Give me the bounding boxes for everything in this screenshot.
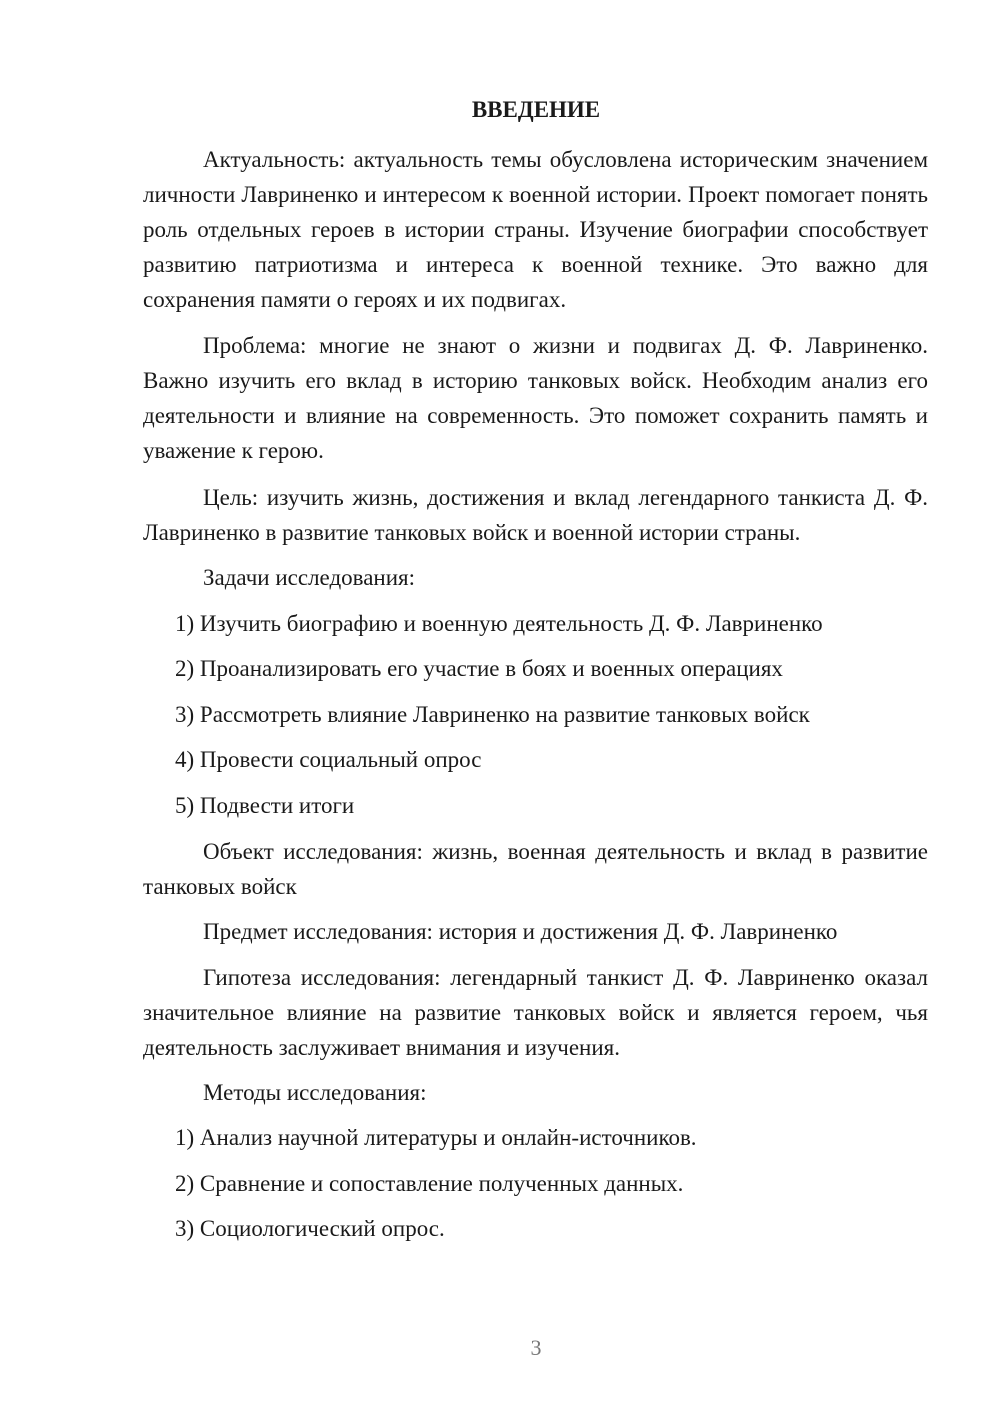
paragraph-relevance: Актуальность: актуальность темы обусловлена историческим значением личности Лавриненко и интересом к военной истории. Проект помогает понять роль отдельных героев в истории страны. Изучение биографии способствует развитию патриотизма и интереса к военной технике. Это важно для сохранения памяти о героях и их подвигах. [143, 147, 928, 312]
method-item-3: 3) Социологический опрос. [175, 1216, 445, 1241]
methods-heading: Методы исследования: [203, 1080, 427, 1105]
task-item-1: 1) Изучить биографию и военную деятельность Д. Ф. Лавриненко [175, 611, 823, 636]
tasks-heading: Задачи исследования: [203, 565, 416, 590]
task-item-5: 5) Подвести итоги [175, 793, 355, 818]
paragraph-goal: Цель: изучить жизнь, достижения и вклад легендарного танкиста Д. Ф. Лавриненко в развитие танковых войск и военной истории страны. [143, 485, 928, 545]
task-item-3: 3) Рассмотреть влияние Лавриненко на развитие танковых войск [175, 702, 810, 727]
task-item-2: 2) Проанализировать его участие в боях и военных операциях [175, 656, 783, 681]
method-item-2: 2) Сравнение и сопоставление полученных данных. [175, 1171, 684, 1196]
method-item-1: 1) Анализ научной литературы и онлайн-источников. [175, 1125, 697, 1150]
paragraph-hypothesis: Гипотеза исследования: легендарный танкист Д. Ф. Лавриненко оказал значительное влияние на развитие танковых войск и является героем, чья деятельность заслуживает внимания и изучения. [143, 965, 928, 1060]
paragraph-problem: Проблема: многие не знают о жизни и подвигах Д. Ф. Лавриненко. Важно изучить его вклад в историю танковых войск. Необходим анализ его деятельности и влияние на современность. Это поможет сохранить память и уважение к герою. [143, 333, 928, 463]
page-title: ВВЕДЕНИЕ [471, 97, 601, 122]
page-number: 3 [530, 1335, 542, 1360]
paragraph-subject: Предмет исследования: история и достижения Д. Ф. Лавриненко [203, 919, 838, 944]
task-item-4: 4) Провести социальный опрос [175, 747, 482, 772]
paragraph-object: Объект исследования: жизнь, военная деятельность и вклад в развитие танковых войск [143, 839, 928, 899]
